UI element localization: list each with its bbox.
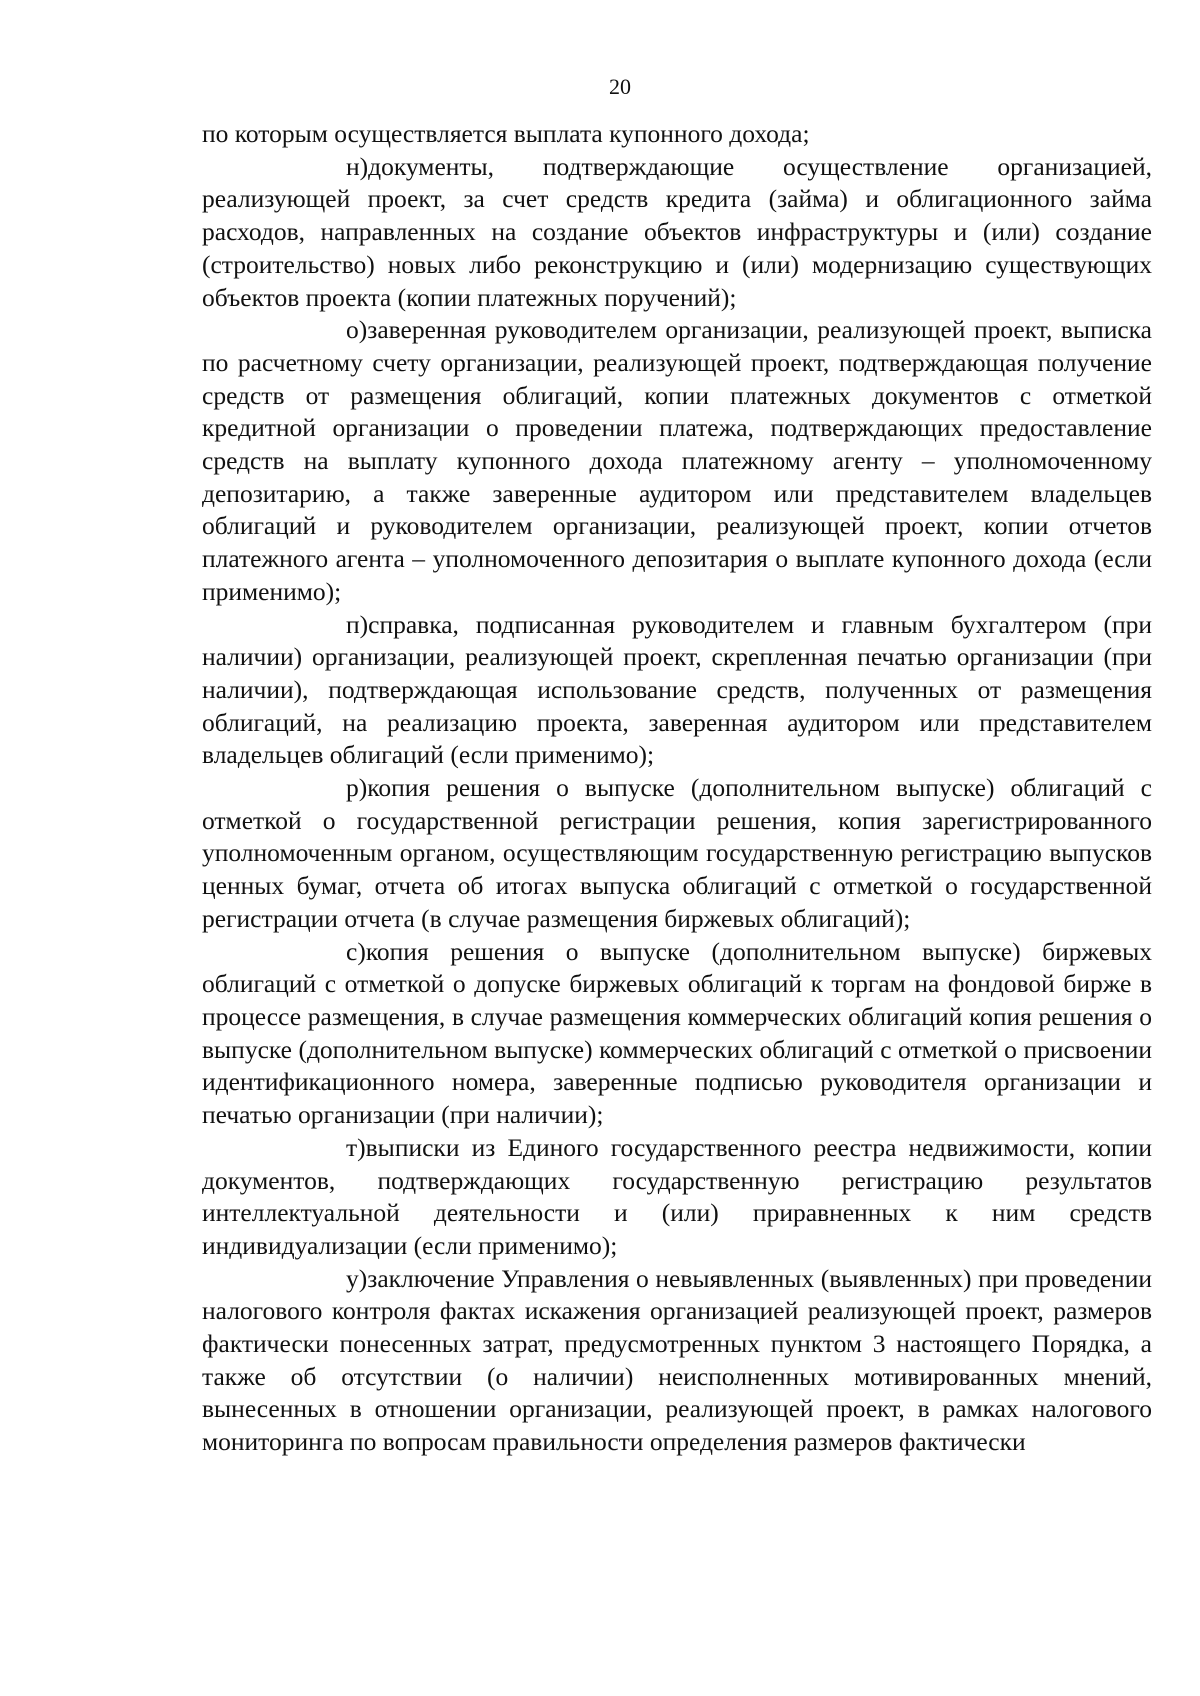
item-letter: у) <box>346 1263 368 1293</box>
item-text: заверенная руководителем организации, реализующей проект, выписка по расчетному счету организации, реализующей проект, подтверждающая получение средств от размещения облигаций, копии платежных документов с отметкой кредитной организации о проведении платежа, подтверждающих предоставление средств на выплату купонного дохода платежному агенту – уполномоченному депозитарию, а также заверенные аудитором или представителем владельцев облигаций и руководителем организации, реализующей проект, копии отчетов платежного агента – уполномоченного депозитария о выплате купонного дохода (если применимо); <box>202 315 1152 606</box>
document-body <box>202 118 1152 1459</box>
item-text: выписки из Единого государственного реестра недвижимости, копии документов, подтверждающих государственную регистрацию результатов интеллектуальной деятельности и (или) приравненных к ним средств индивидуализации (если применимо); <box>202 1132 1152 1260</box>
item-u <box>202 1263 1152 1459</box>
page-number: 20 <box>609 74 631 99</box>
item-letter: с) <box>346 936 366 966</box>
item-text: заключение Управления о невыявленных (выявленных) при проведении налогового контроля фактах искажения организацией реализующей проект, размеров фактически понесенных затрат, предусмотренных пунктом 3 настоящего Порядка, а также об отсутствии (о наличии) неисполненных мотивированных мнений, вынесенных в отношении организации, реализующей проект, в рамках налогового мониторинга по вопросам правильности определения размеров фактически <box>202 1263 1152 1457</box>
item-letter: о) <box>346 315 368 345</box>
item-p <box>202 609 1152 773</box>
continuation-paragraph: по которым осуществляется выплата купонного дохода; <box>202 119 810 148</box>
item-r <box>202 772 1152 936</box>
item-letter: п) <box>346 609 369 639</box>
item-o <box>202 314 1152 608</box>
item-letter: р) <box>346 773 368 803</box>
item-text: документы, подтверждающие осуществление организацией, реализующей проект, за счет средств кредита (займа) и облигационного займа расходов, направленных на создание объектов инфраструктуры и (или) создание (строительство) новых либо реконструкцию и (или) модернизацию существующих объектов проекта (копии платежных поручений); <box>202 151 1152 312</box>
item-text: копия решения о выпуске (дополнительном выпуске) облигаций с отметкой о государственной регистрации решения, копия зарегистрированного уполномоченным органом, осуществляющим государственную регистрацию выпусков ценных бумаг, отчета об итогах выпуска облигаций с отметкой о государственной регистрации отчета (в случае размещения биржевых облигаций); <box>202 773 1152 933</box>
item-letter: т) <box>346 1132 366 1162</box>
item-s <box>202 936 1152 1132</box>
item-text: справка, подписанная руководителем и главным бухгалтером (при наличии) организации, реализующей проект, скрепленная печатью организации (при наличии), подтверждающая использование средств, полученных от размещения облигаций, на реализацию проекта, заверенная аудитором или представителем владельцев облигаций (если применимо); <box>202 609 1152 770</box>
item-letter: н) <box>346 151 369 181</box>
item-t <box>202 1132 1152 1263</box>
item-n <box>202 151 1152 315</box>
item-text: копия решения о выпуске (дополнительном выпуске) биржевых облигаций с отметкой о допуске биржевых облигаций к торгам на фондовой бирже в процессе размещения, в случае размещения коммерческих облигаций копия решения о выпуске (дополнительном выпуске) коммерческих облигаций с отметкой о присвоении идентификационного номера, заверенные подписью руководителя организации и печатью организации (при наличии); <box>202 936 1152 1130</box>
